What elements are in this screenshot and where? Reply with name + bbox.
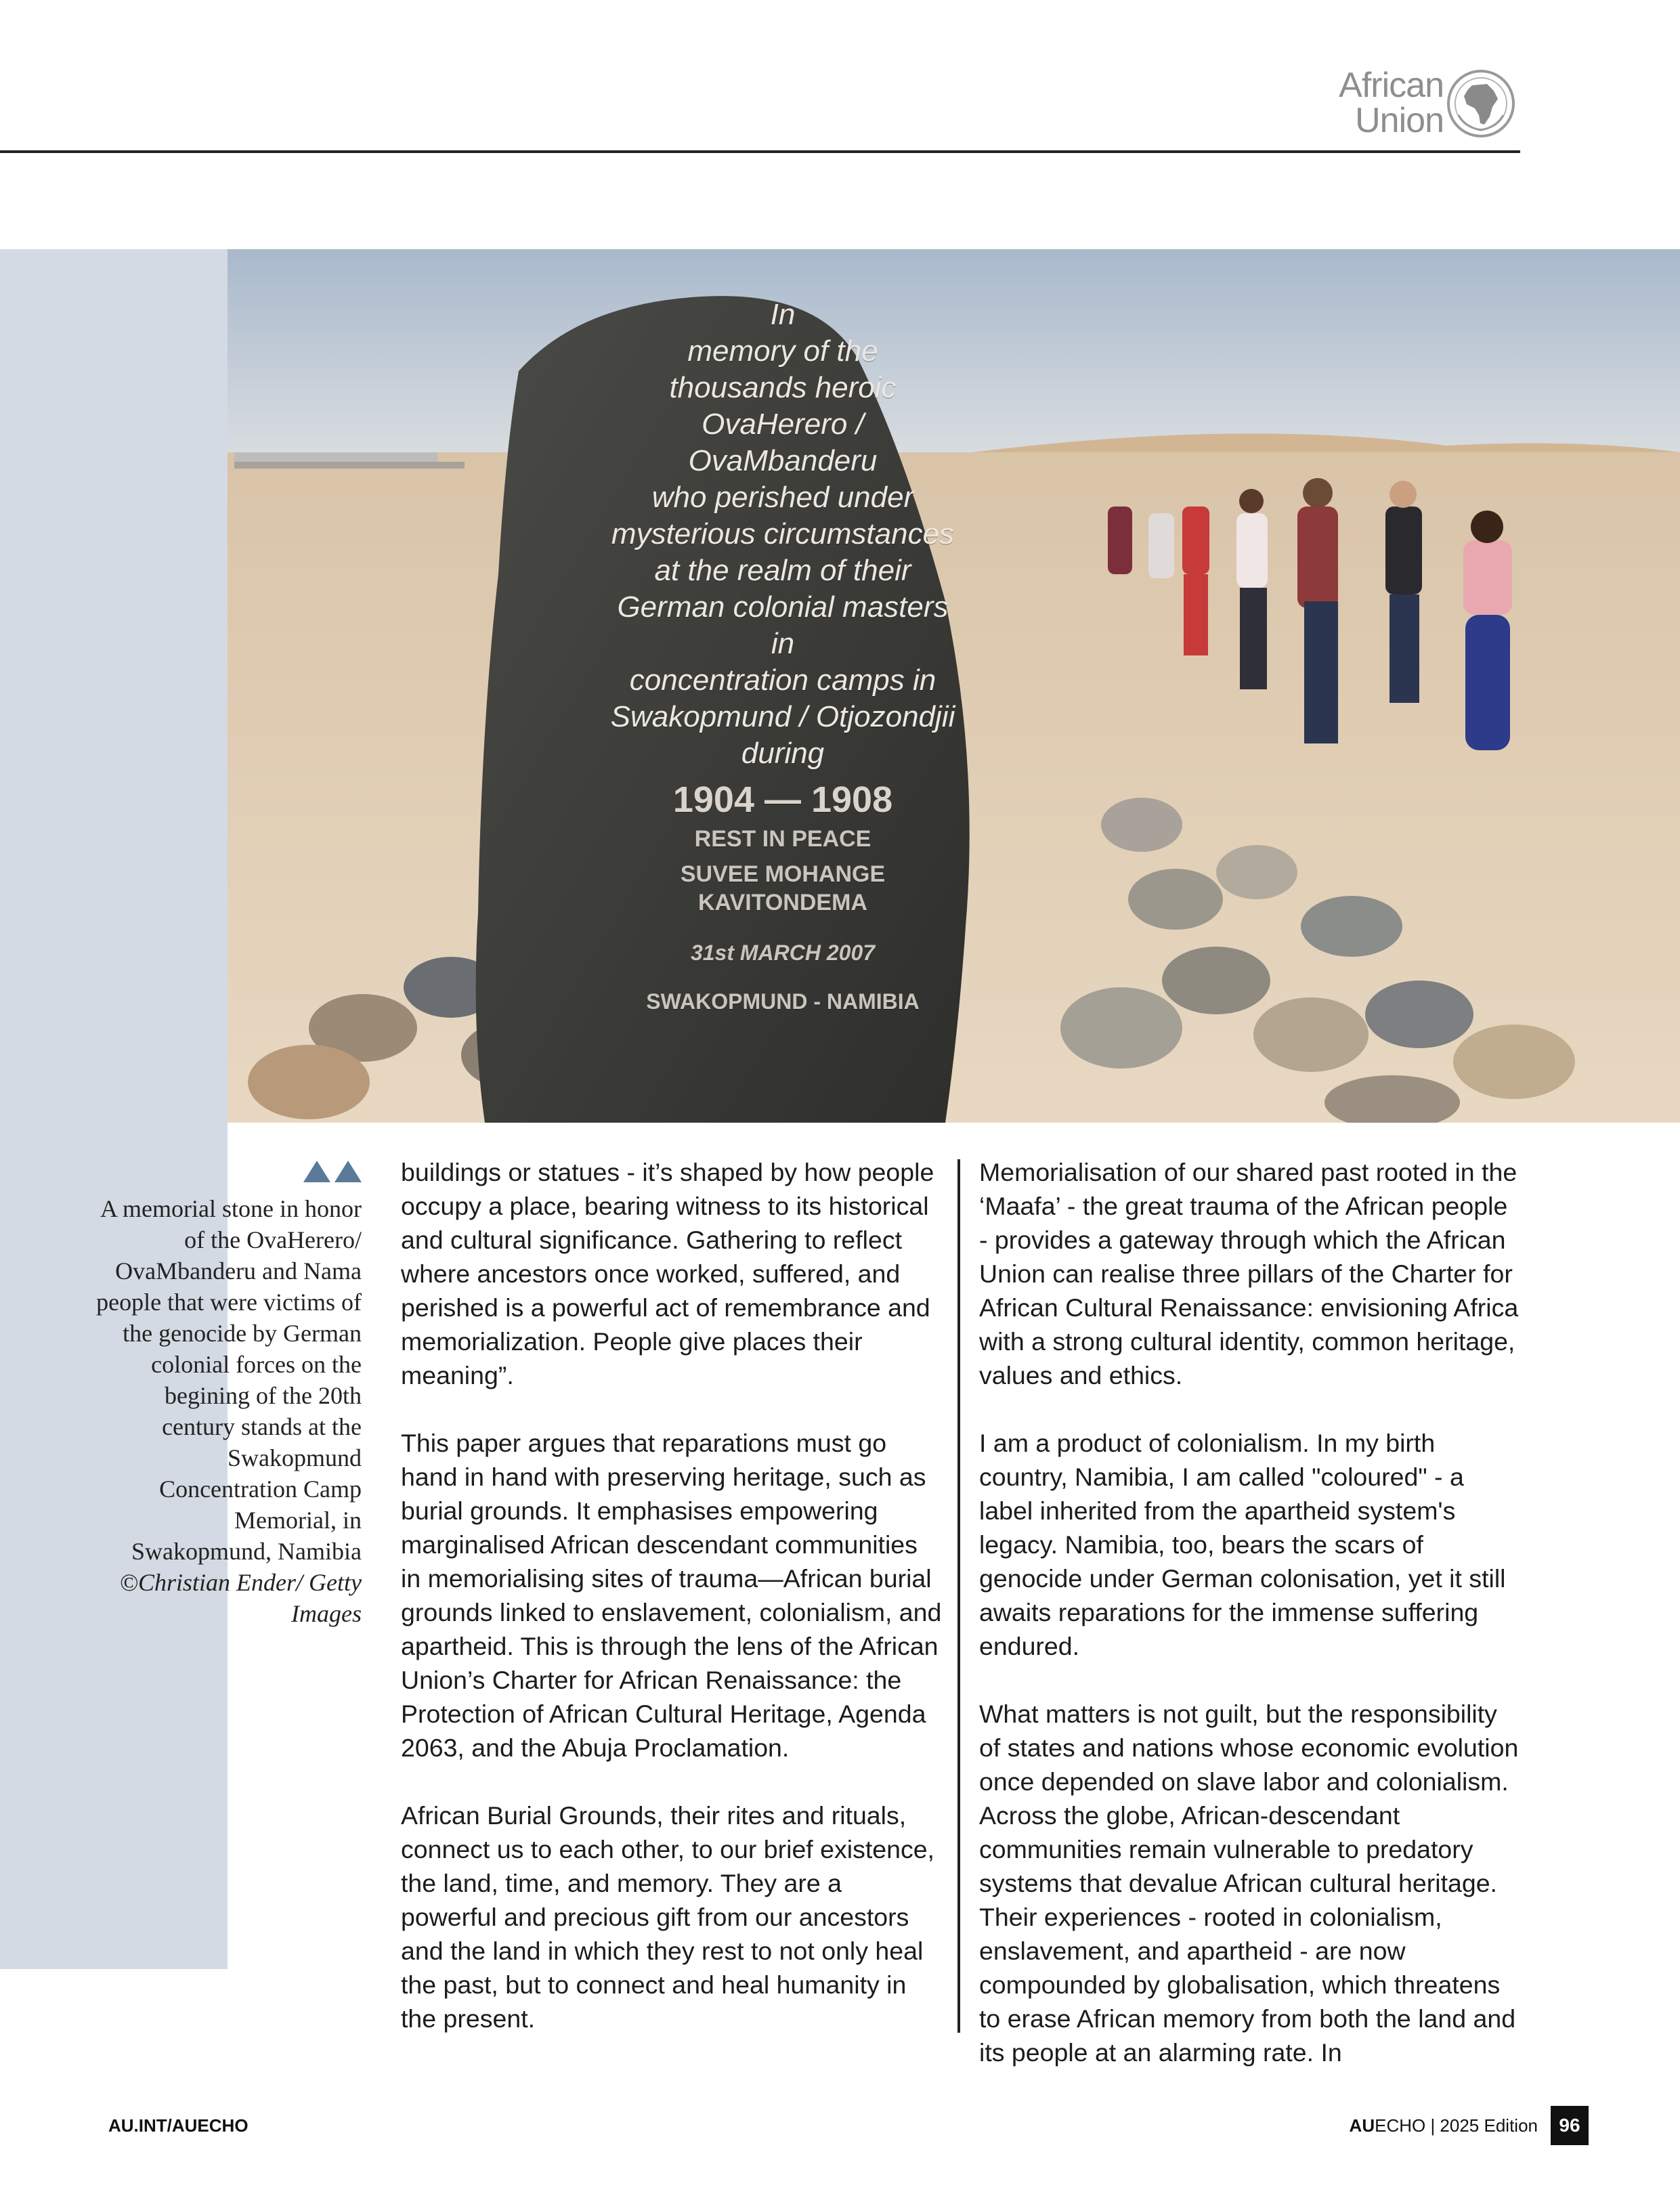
stone-line: who perished under bbox=[651, 481, 914, 514]
footer-brand-bold: AU bbox=[1349, 2115, 1375, 2136]
paragraph: This paper argues that reparations must go hand in hand with preserving heritage, such as burial grounds. It emphasises empowering marginalised African descendant communities in memorialising sites of trauma—African burial grounds linked to enslavement, colonialism, and apartheid. This is through the lens of the African Union’s Charter for African Renaissance: the Protection of African Cultural Heritage, Agenda 2063, and the Abuja Proclamation. bbox=[401, 1429, 942, 1762]
stone-inscription bbox=[586, 297, 979, 1020]
body-column-right bbox=[979, 1155, 1521, 2069]
stone-line: mysterious circumstances bbox=[611, 517, 955, 551]
stone-date: 31st MARCH 2007 bbox=[690, 941, 876, 965]
footer-brand-rest: ECHO | 2025 Edition bbox=[1375, 2115, 1538, 2136]
stone-line: In bbox=[770, 298, 796, 331]
caption-text: A memorial stone in honor of the OvaHerero/ OvaMbanderu and Nama people that were victims of the genocide by German colonial forces on the begining of the 20th century stands at the Swakopmund Concentration Camp Memorial, in Swakopmund, Namibia bbox=[96, 1195, 362, 1565]
logo-line-2: Union bbox=[1355, 101, 1444, 140]
footer-edition bbox=[1350, 2115, 1538, 2136]
stone-line: thousands heroic bbox=[669, 371, 897, 404]
stone-line: Swakopmund / Otjozondjii bbox=[610, 700, 955, 733]
logo-line-1: African bbox=[1339, 66, 1444, 105]
page-number: 96 bbox=[1551, 2106, 1589, 2145]
paragraph: I am a product of colonialism. In my birth country, Namibia, I am called "coloured" - a label inherited from the apartheid system's legacy. Namibia, too, bears the scars of genocide under German colonisation, yet it still awaits reparations for the immense suffering endured. bbox=[979, 1429, 1506, 1660]
stone-line: memory of the bbox=[687, 335, 878, 368]
african-union-logo bbox=[1314, 68, 1517, 144]
stone-line: concentration camps in bbox=[629, 664, 936, 697]
paragraph: African Burial Grounds, their rites and rituals, connect us to each other, to our brief existence, the land, time, and memory. They are a powerful and precious gift from our ancestors and the land in which they rest to not only heal the past, but to connect and heal humanity in the present. bbox=[401, 1801, 934, 2033]
column-divider bbox=[957, 1159, 960, 2033]
memorial-photo bbox=[228, 249, 1680, 1123]
side-panel bbox=[0, 249, 228, 1969]
photo-caption bbox=[95, 1193, 362, 1629]
stone-line: OvaHerero / bbox=[702, 408, 864, 441]
stone-line: during bbox=[741, 737, 825, 770]
stone-line: German colonial masters bbox=[617, 590, 949, 624]
stone-place: SWAKOPMUND - NAMIBIA bbox=[646, 989, 920, 1014]
caption-credit: ©Christian Ender/ Getty Images bbox=[119, 1569, 362, 1627]
au-emblem-icon bbox=[1445, 68, 1517, 139]
paragraph: buildings or statues - it’s shaped by how people occupy a place, bearing witness to its historical and cultural significance. Gathering to reflect where ancestors once worked, suffered, and perished is a powerful act of remembrance and memorialization. People give places their meaning”. bbox=[401, 1158, 934, 1389]
stone-line: at the realm of their bbox=[654, 554, 911, 587]
stone-line: in bbox=[771, 627, 795, 660]
paragraph: Memorialisation of our shared past rooted in the ‘Maafa’ - the great trauma of the African people - provides a gateway through which the African Union can realise three pillars of the Charter for African Cultural Renaissance: envisioning Africa with a strong cultural identity, common heritage, values and ethics. bbox=[979, 1158, 1519, 1389]
body-column-left bbox=[401, 1155, 943, 2035]
header-rule bbox=[0, 150, 1520, 153]
logo-wordmark bbox=[1339, 68, 1444, 138]
stone-name-2: KAVITONDEMA bbox=[698, 890, 867, 915]
paragraph: What matters is not guilt, but the responsibility of states and nations whose economic evolution once depended on slave labor and colonialism. Across the globe, African-descendant communities remain vulnerable to predatory systems that devalue African cultural heritage. Their experiences - rooted in colonialism, enslavement, and apartheid - are now compounded by globalisation, which threatens to erase African memory from both the land and its people at an alarming rate. In bbox=[979, 1700, 1519, 2067]
caption-arrows-icon bbox=[303, 1159, 364, 1184]
stone-name-1: SUVEE MOHANGE bbox=[680, 861, 886, 887]
stone-years: 1904 — 1908 bbox=[672, 779, 893, 820]
stone-rip: REST IN PEACE bbox=[694, 826, 871, 852]
footer-url[interactable]: AU.INT/AUECHO bbox=[108, 2115, 249, 2136]
stone-line: OvaMbanderu bbox=[688, 444, 878, 477]
